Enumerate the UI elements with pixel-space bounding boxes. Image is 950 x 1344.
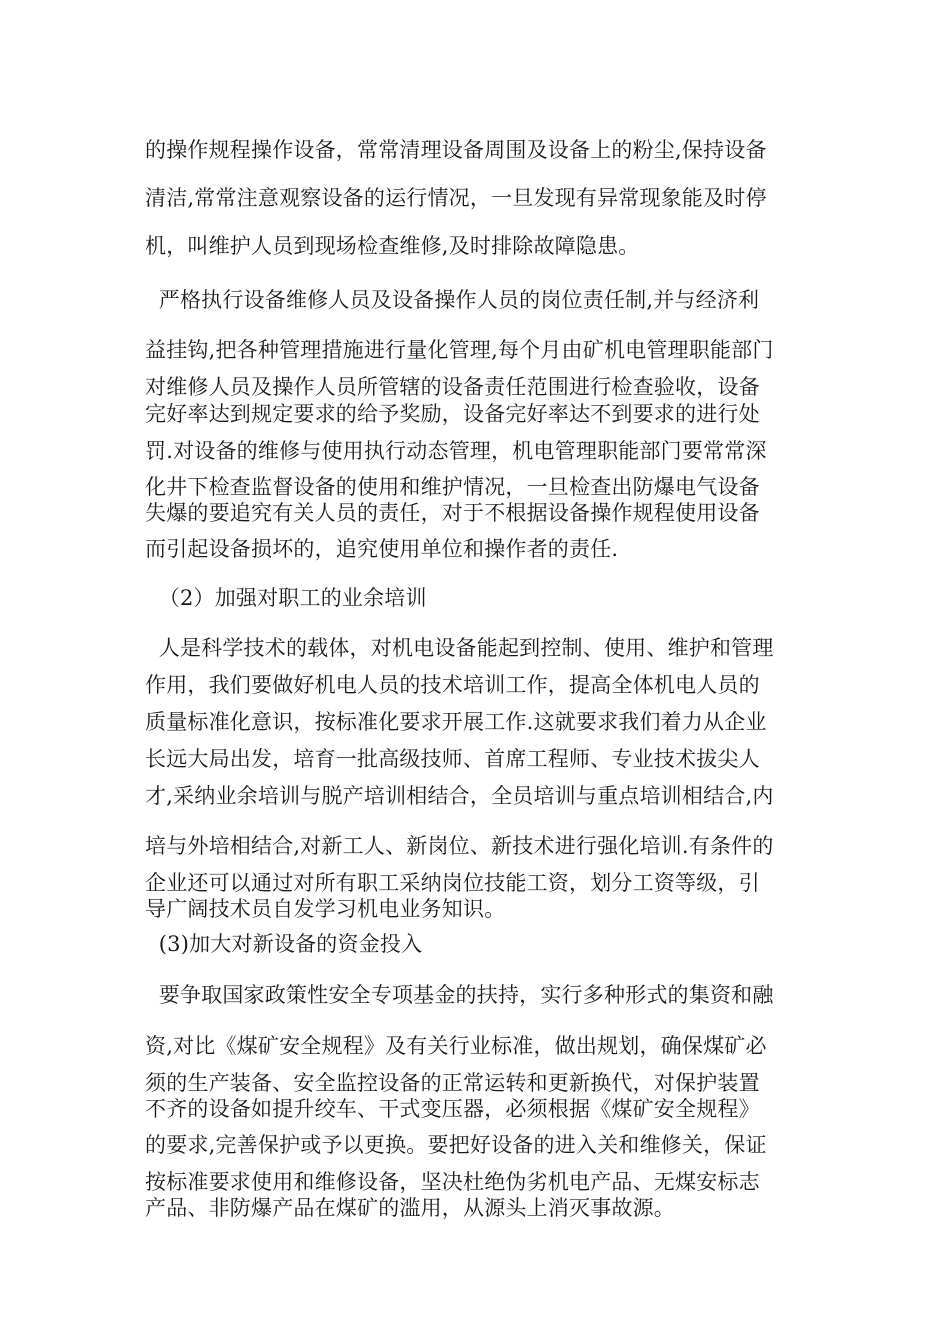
text-line: 培与外培相结合,对新工人、新岗位、新技术进行强化培训.有条件的 <box>145 834 774 858</box>
text-line: 按标准要求使用和维修设备，坚决杜绝伪劣机电产品、无煤安标志 <box>145 1170 760 1194</box>
text-line: 机，叫维护人员到现场检查维修,及时排除故障隐患。 <box>145 234 640 258</box>
text-line: 的操作规程操作设备，常常清理设备周围及设备上的粉尘,保持设备 <box>145 138 767 162</box>
text-line: 益挂钩,把各种管理措施进行量化管理,每个月由矿机电管理职能部门 <box>145 338 774 362</box>
paragraph-start-line: 要争取国家政策性安全专项基金的扶持，实行多种形式的集资和融 <box>145 983 774 1007</box>
section-heading: （2）加强对职工的业余培训 <box>145 586 427 610</box>
text-line: 质量标准化意识，按标准化要求开展工作.这就要求我们着力从企业 <box>145 710 767 734</box>
text-line: 作用，我们要做好机电人员的技术培训工作，提高全体机电人员的 <box>145 673 760 697</box>
text-line: 企业还可以通过对所有职工采纳岗位技能工资，划分工资等级，引 <box>145 871 760 895</box>
text-line: 的要求,完善保护或予以更换。要把好设备的进入关和维修关，保证 <box>145 1133 767 1157</box>
text-line: 长远大局出发，培育一批高级技师、首席工程师、专业技术拔尖人 <box>145 747 760 771</box>
text-line: 而引起设备损坏的，追究使用单位和操作者的责任. <box>145 537 619 561</box>
paragraph-start-line: 人是科学技术的载体，对机电设备能起到控制、使用、维护和管理 <box>145 636 774 660</box>
text-line: 对维修人员及操作人员所管辖的设备责任范围进行检查验收，设备 <box>145 375 760 399</box>
text-line: 罚.对设备的维修与使用执行动态管理，机电管理职能部门要常常深 <box>145 439 767 463</box>
text-line: 完好率达到规定要求的给予奖励，设备完好率达不到要求的进行处 <box>145 402 760 426</box>
text-line: 须的生产装备、安全监控设备的正常运转和更新换代，对保护装置 <box>145 1071 760 1095</box>
text-line: 失爆的要追究有关人员的责任，对于不根据设备操作规程使用设备 <box>145 501 760 525</box>
text-line: 资,对比《煤矿安全规程》及有关行业标准，做出规划，确保煤矿必 <box>145 1034 767 1058</box>
paragraph-start-line: 严格执行设备维修人员及设备操作人员的岗位责任制,并与经济利 <box>145 288 760 312</box>
text-line: 产品、非防爆产品在煤矿的滥用，从源头上消灭事故源。 <box>145 1196 675 1220</box>
text-line: 导广阔技术员自发学习机电业务知识。 <box>145 897 506 921</box>
section-heading: (3)加大对新设备的资金投入 <box>145 932 423 956</box>
text-line: 不齐的设备如提升绞车、干式变压器，必须根据《煤矿安全规程》 <box>145 1097 760 1121</box>
text-line: 清洁,常常注意观察设备的运行情况，一旦发现有异常现象能及时停 <box>145 186 767 210</box>
text-line: 化井下检查监督设备的使用和维护情况，一旦检查出防爆电气设备 <box>145 475 760 499</box>
text-line: 才,采纳业余培训与脱产培训相结合，全员培训与重点培训相结合,内 <box>145 784 774 808</box>
